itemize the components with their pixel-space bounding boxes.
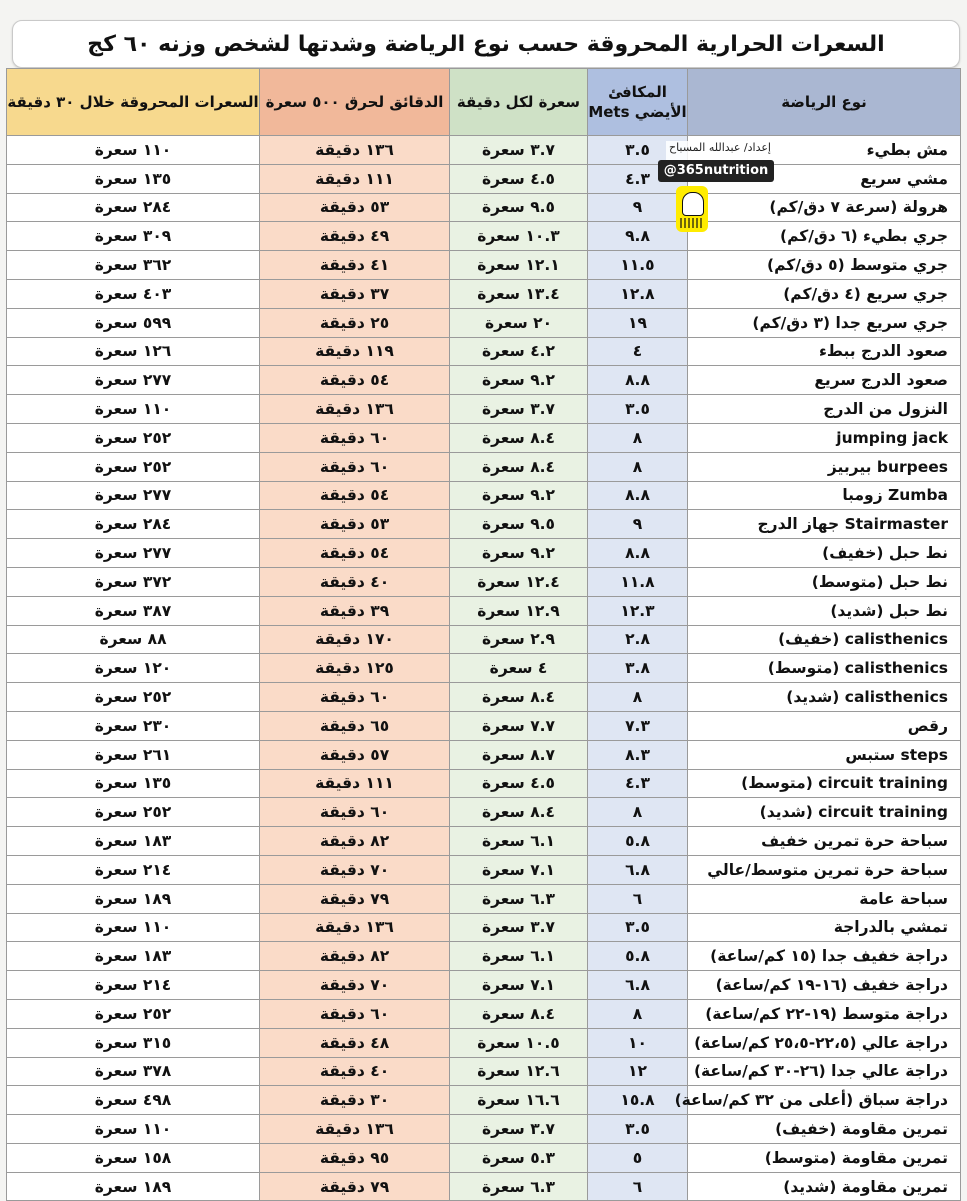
- cell-mets: ٩.٨: [588, 222, 688, 251]
- cell-mets: ٣.٨: [588, 654, 688, 683]
- table-row: [7, 539, 961, 568]
- table-row: [7, 395, 961, 424]
- cell-mets: ٨: [588, 683, 688, 712]
- table-row: [7, 855, 961, 884]
- cell-minutes-500: ٦٠ دقيقة: [260, 423, 450, 452]
- cell-per-minute: ٨.٤ سعرة: [450, 683, 588, 712]
- cell-cal-30min: ٢٦١ سعرة: [7, 740, 260, 769]
- cell-mets: ١٢: [588, 1057, 688, 1086]
- cell-activity: نط حبل (متوسط): [688, 567, 961, 596]
- cell-activity: دراجة عالي جدا (٢٦-٣٠ كم/ساعة): [688, 1057, 961, 1086]
- cell-per-minute: ٦.٣ سعرة: [450, 884, 588, 913]
- cell-cal-30min: ٢٨٤ سعرة: [7, 510, 260, 539]
- cell-minutes-500: ٥٤ دقيقة: [260, 366, 450, 395]
- table-row: [7, 510, 961, 539]
- cell-minutes-500: ٥٤ دقيقة: [260, 539, 450, 568]
- cell-per-minute: ٨.٤ سعرة: [450, 423, 588, 452]
- cell-per-minute: ٩.٥ سعرة: [450, 193, 588, 222]
- cell-minutes-500: ٧٠ دقيقة: [260, 855, 450, 884]
- cell-mets: ٨: [588, 798, 688, 827]
- table-body: [7, 136, 961, 1201]
- cell-activity: burpees بيربيز: [688, 452, 961, 481]
- cell-cal-30min: ١٨٩ سعرة: [7, 1172, 260, 1201]
- cell-cal-30min: ١١٠ سعرة: [7, 395, 260, 424]
- cell-mets: ٨.٣: [588, 740, 688, 769]
- cell-activity: النزول من الدرج: [688, 395, 961, 424]
- snapcode-dots: [680, 218, 704, 228]
- cell-mets: ١٩: [588, 308, 688, 337]
- cell-minutes-500: ١٣٦ دقيقة: [260, 1115, 450, 1144]
- cell-cal-30min: ٢١٤ سعرة: [7, 855, 260, 884]
- header-per-minute: سعرة لكل دقيقة: [450, 69, 588, 136]
- cell-cal-30min: ٢٥٢ سعرة: [7, 452, 260, 481]
- cell-per-minute: ٥.٣ سعرة: [450, 1143, 588, 1172]
- cell-per-minute: ٣.٧ سعرة: [450, 1115, 588, 1144]
- cell-per-minute: ١٢.٤ سعرة: [450, 567, 588, 596]
- table-row: [7, 942, 961, 971]
- cell-minutes-500: ٤١ دقيقة: [260, 251, 450, 280]
- cell-cal-30min: ٢٥٢ سعرة: [7, 683, 260, 712]
- cell-minutes-500: ١١٩ دقيقة: [260, 337, 450, 366]
- social-handle: @365nutrition: [658, 160, 774, 182]
- cell-cal-30min: ١٣٥ سعرة: [7, 769, 260, 798]
- cell-activity: مشي سريع: [688, 164, 961, 193]
- cell-cal-30min: ٨٨ سعرة: [7, 625, 260, 654]
- cell-minutes-500: ٥٤ دقيقة: [260, 481, 450, 510]
- cell-per-minute: ٦.١ سعرة: [450, 942, 588, 971]
- cell-activity: calisthenics (متوسط): [688, 654, 961, 683]
- table-row: [7, 452, 961, 481]
- cell-mets: ١٥.٨: [588, 1086, 688, 1115]
- cell-activity: calisthenics (خفيف): [688, 625, 961, 654]
- cell-cal-30min: ٣٧٨ سعرة: [7, 1057, 260, 1086]
- cell-activity: دراجة سباق (أعلى من ٣٢ كم/ساعة): [688, 1086, 961, 1115]
- cell-mets: ٥.٨: [588, 827, 688, 856]
- cell-minutes-500: ٤٨ دقيقة: [260, 1028, 450, 1057]
- table-row: [7, 423, 961, 452]
- table-row: [7, 164, 961, 193]
- cell-mets: ٥: [588, 1143, 688, 1172]
- cell-per-minute: ٣.٧ سعرة: [450, 395, 588, 424]
- cell-minutes-500: ١٣٦ دقيقة: [260, 136, 450, 165]
- cell-per-minute: ٤ سعرة: [450, 654, 588, 683]
- cell-mets: ٨.٨: [588, 539, 688, 568]
- cell-activity: تمرين مقاومة (خفيف): [688, 1115, 961, 1144]
- cell-activity: Zumba زومبا: [688, 481, 961, 510]
- cell-cal-30min: ٢٥٢ سعرة: [7, 798, 260, 827]
- table-row: [7, 193, 961, 222]
- table-row: [7, 769, 961, 798]
- cell-cal-30min: ٣١٥ سعرة: [7, 1028, 260, 1057]
- header-mets-line2: الأيضي Mets: [588, 103, 687, 121]
- cell-mets: ٣.٥: [588, 136, 688, 165]
- cell-minutes-500: ٤٠ دقيقة: [260, 567, 450, 596]
- cell-mets: ٨: [588, 999, 688, 1028]
- cell-cal-30min: ٢٥٢ سعرة: [7, 999, 260, 1028]
- cell-cal-30min: ٤٠٣ سعرة: [7, 279, 260, 308]
- cell-cal-30min: ٤٩٨ سعرة: [7, 1086, 260, 1115]
- cell-activity: سباحة حرة تمرين متوسط/عالي: [688, 855, 961, 884]
- cell-mets: ٩: [588, 193, 688, 222]
- cell-activity: steps ستبس: [688, 740, 961, 769]
- cell-cal-30min: ١٨٣ سعرة: [7, 942, 260, 971]
- cell-minutes-500: ٥٧ دقيقة: [260, 740, 450, 769]
- table-row: [7, 337, 961, 366]
- table-row: [7, 711, 961, 740]
- cell-minutes-500: ٦٥ دقيقة: [260, 711, 450, 740]
- cell-per-minute: ١٠.٥ سعرة: [450, 1028, 588, 1057]
- cell-minutes-500: ٧٩ دقيقة: [260, 1172, 450, 1201]
- table-row: [7, 827, 961, 856]
- cell-per-minute: ٤.٥ سعرة: [450, 164, 588, 193]
- table-row: [7, 1172, 961, 1201]
- table-row: [7, 567, 961, 596]
- cell-per-minute: ٨.٤ سعرة: [450, 999, 588, 1028]
- table-header-row: [7, 69, 961, 136]
- cell-mets: ١٢.٣: [588, 596, 688, 625]
- cell-activity: هرولة (سرعة ٧ دق/كم): [688, 193, 961, 222]
- cell-minutes-500: ٧٠ دقيقة: [260, 971, 450, 1000]
- page: [6, 8, 960, 1196]
- cell-activity: مش بطيء: [688, 136, 961, 165]
- cell-mets: ٦.٨: [588, 971, 688, 1000]
- table-row: [7, 798, 961, 827]
- cell-mets: ٣.٥: [588, 913, 688, 942]
- cell-minutes-500: ٦٠ دقيقة: [260, 798, 450, 827]
- header-minutes-500: الدقائق لحرق ٥٠٠ سعرة: [260, 69, 450, 136]
- table-row: [7, 1057, 961, 1086]
- cell-activity: صعود الدرج سريع: [688, 366, 961, 395]
- cell-mets: ٦.٨: [588, 855, 688, 884]
- cell-minutes-500: ٢٥ دقيقة: [260, 308, 450, 337]
- cell-cal-30min: ٢٧٧ سعرة: [7, 539, 260, 568]
- cell-activity: circuit training (متوسط): [688, 769, 961, 798]
- cell-mets: ٤.٣: [588, 769, 688, 798]
- cell-minutes-500: ٥٣ دقيقة: [260, 193, 450, 222]
- cell-cal-30min: ١٣٥ سعرة: [7, 164, 260, 193]
- cell-cal-30min: ١١٠ سعرة: [7, 913, 260, 942]
- cell-minutes-500: ٥٣ دقيقة: [260, 510, 450, 539]
- cell-mets: ٦: [588, 1172, 688, 1201]
- cell-activity: jumping jack: [688, 423, 961, 452]
- cell-cal-30min: ٣٨٧ سعرة: [7, 596, 260, 625]
- cell-per-minute: ٧.٧ سعرة: [450, 711, 588, 740]
- cell-cal-30min: ١٢٦ سعرة: [7, 337, 260, 366]
- table-row: [7, 654, 961, 683]
- cell-cal-30min: ٣٦٢ سعرة: [7, 251, 260, 280]
- cell-activity: سباحة حرة تمرين خفيف: [688, 827, 961, 856]
- cell-minutes-500: ٤٩ دقيقة: [260, 222, 450, 251]
- cell-per-minute: ١٢.٩ سعرة: [450, 596, 588, 625]
- cell-minutes-500: ٣٠ دقيقة: [260, 1086, 450, 1115]
- table-row: [7, 971, 961, 1000]
- cell-activity: نط حبل (شديد): [688, 596, 961, 625]
- cell-per-minute: ٦.٣ سعرة: [450, 1172, 588, 1201]
- cell-per-minute: ٩.٢ سعرة: [450, 481, 588, 510]
- cell-cal-30min: ٣٠٩ سعرة: [7, 222, 260, 251]
- table-row: [7, 999, 961, 1028]
- cell-activity: circuit training (شديد): [688, 798, 961, 827]
- cell-cal-30min: ٣٧٢ سعرة: [7, 567, 260, 596]
- cell-cal-30min: ١٨٣ سعرة: [7, 827, 260, 856]
- cell-minutes-500: ٨٢ دقيقة: [260, 827, 450, 856]
- cell-mets: ٥.٨: [588, 942, 688, 971]
- cell-per-minute: ٦.١ سعرة: [450, 827, 588, 856]
- cell-minutes-500: ٣٧ دقيقة: [260, 279, 450, 308]
- cell-per-minute: ٤.٢ سعرة: [450, 337, 588, 366]
- cell-per-minute: ٣.٧ سعرة: [450, 913, 588, 942]
- cell-mets: ٦: [588, 884, 688, 913]
- cell-cal-30min: ٢٧٧ سعرة: [7, 481, 260, 510]
- table-row: [7, 1028, 961, 1057]
- cell-cal-30min: ٥٩٩ سعرة: [7, 308, 260, 337]
- cell-per-minute: ٤.٥ سعرة: [450, 769, 588, 798]
- author-credit: إعداد/ عبدالله المسباح: [666, 141, 774, 161]
- cell-minutes-500: ١٧٠ دقيقة: [260, 625, 450, 654]
- cell-activity: جري بطيء (٦ دق/كم): [688, 222, 961, 251]
- cell-cal-30min: ٢٣٠ سعرة: [7, 711, 260, 740]
- cell-per-minute: ٧.١ سعرة: [450, 855, 588, 884]
- cell-minutes-500: ٨٢ دقيقة: [260, 942, 450, 971]
- cell-minutes-500: ٩٥ دقيقة: [260, 1143, 450, 1172]
- cell-activity: تمرين مقاومة (متوسط): [688, 1143, 961, 1172]
- cell-per-minute: ٢٠ سعرة: [450, 308, 588, 337]
- header-activity: نوع الرياضة: [688, 69, 961, 136]
- cell-activity: سباحة عامة: [688, 884, 961, 913]
- cell-cal-30min: ١١٠ سعرة: [7, 136, 260, 165]
- table-row: [7, 481, 961, 510]
- cell-activity: Stairmaster جهاز الدرج: [688, 510, 961, 539]
- cell-activity: دراجة متوسط (١٩-٢٢ كم/ساعة): [688, 999, 961, 1028]
- cell-activity: تمرين مقاومة (شديد): [688, 1172, 961, 1201]
- cell-per-minute: ٩.٥ سعرة: [450, 510, 588, 539]
- cell-mets: ٩: [588, 510, 688, 539]
- cell-mets: ٣.٥: [588, 1115, 688, 1144]
- cell-cal-30min: ٢٥٢ سعرة: [7, 423, 260, 452]
- cell-mets: ٤.٣: [588, 164, 688, 193]
- header-mets-line1: المكافئ: [608, 83, 667, 101]
- table-row: [7, 1143, 961, 1172]
- cell-mets: ١٠: [588, 1028, 688, 1057]
- cell-minutes-500: ٣٩ دقيقة: [260, 596, 450, 625]
- cell-per-minute: ٧.١ سعرة: [450, 971, 588, 1000]
- cell-cal-30min: ١٨٩ سعرة: [7, 884, 260, 913]
- table-row: [7, 913, 961, 942]
- cell-per-minute: ١٢.١ سعرة: [450, 251, 588, 280]
- cell-mets: ١١.٨: [588, 567, 688, 596]
- cell-activity: دراجة عالي (٢٢،٥-٢٥،٥ كم/ساعة): [688, 1028, 961, 1057]
- cell-per-minute: ١٢.٦ سعرة: [450, 1057, 588, 1086]
- cell-activity: جري سريع (٤ دق/كم): [688, 279, 961, 308]
- cell-minutes-500: ١١١ دقيقة: [260, 769, 450, 798]
- cell-minutes-500: ٤٠ دقيقة: [260, 1057, 450, 1086]
- cell-activity: نط حبل (خفيف): [688, 539, 961, 568]
- cell-mets: ٣.٥: [588, 395, 688, 424]
- header-mets: [588, 69, 688, 136]
- ghost-icon: [682, 192, 704, 216]
- cell-mets: ٨: [588, 452, 688, 481]
- cell-minutes-500: ٦٠ دقيقة: [260, 683, 450, 712]
- cell-per-minute: ٢.٩ سعرة: [450, 625, 588, 654]
- cell-activity: دراجة خفيف جدا (١٥ كم/ساعة): [688, 942, 961, 971]
- cell-mets: ٧.٣: [588, 711, 688, 740]
- cell-cal-30min: ١٢٠ سعرة: [7, 654, 260, 683]
- cell-per-minute: ٨.٧ سعرة: [450, 740, 588, 769]
- cell-minutes-500: ٦٠ دقيقة: [260, 999, 450, 1028]
- table-row: [7, 884, 961, 913]
- cell-per-minute: ١٣.٤ سعرة: [450, 279, 588, 308]
- cell-activity: جري سريع جدا (٣ دق/كم): [688, 308, 961, 337]
- header-cal-30min: السعرات المحروقة خلال ٣٠ دقيقة: [7, 69, 260, 136]
- calories-table: [6, 68, 961, 1201]
- cell-mets: ٢.٨: [588, 625, 688, 654]
- table-row: [7, 1086, 961, 1115]
- table-row: [7, 740, 961, 769]
- cell-activity: دراجة خفيف (١٦-١٩ كم/ساعة): [688, 971, 961, 1000]
- cell-mets: ١٢.٨: [588, 279, 688, 308]
- cell-minutes-500: ١٣٦ دقيقة: [260, 395, 450, 424]
- cell-per-minute: ٩.٢ سعرة: [450, 366, 588, 395]
- cell-per-minute: ٣.٧ سعرة: [450, 136, 588, 165]
- cell-mets: ٨: [588, 423, 688, 452]
- cell-minutes-500: ٧٩ دقيقة: [260, 884, 450, 913]
- cell-activity: calisthenics (شديد): [688, 683, 961, 712]
- cell-cal-30min: ٢٧٧ سعرة: [7, 366, 260, 395]
- cell-activity: تمشي بالدراجة: [688, 913, 961, 942]
- cell-minutes-500: ١٣٦ دقيقة: [260, 913, 450, 942]
- cell-per-minute: ١٦.٦ سعرة: [450, 1086, 588, 1115]
- table-row: [7, 366, 961, 395]
- cell-cal-30min: ٢١٤ سعرة: [7, 971, 260, 1000]
- cell-cal-30min: ١١٠ سعرة: [7, 1115, 260, 1144]
- table-row: [7, 136, 961, 165]
- table-row: [7, 279, 961, 308]
- table-row: [7, 1115, 961, 1144]
- table-row: [7, 596, 961, 625]
- cell-activity: جري متوسط (٥ دق/كم): [688, 251, 961, 280]
- cell-minutes-500: ١١١ دقيقة: [260, 164, 450, 193]
- table-row: [7, 222, 961, 251]
- cell-mets: ١١.٥: [588, 251, 688, 280]
- cell-mets: ٤: [588, 337, 688, 366]
- cell-activity: رقص: [688, 711, 961, 740]
- table-row: [7, 251, 961, 280]
- cell-per-minute: ٨.٤ سعرة: [450, 798, 588, 827]
- cell-minutes-500: ٦٠ دقيقة: [260, 452, 450, 481]
- cell-activity: صعود الدرج ببطء: [688, 337, 961, 366]
- snapchat-code-icon: [676, 186, 708, 232]
- cell-mets: ٨.٨: [588, 366, 688, 395]
- cell-per-minute: ١٠.٣ سعرة: [450, 222, 588, 251]
- cell-cal-30min: ١٥٨ سعرة: [7, 1143, 260, 1172]
- table-row: [7, 308, 961, 337]
- cell-per-minute: ٩.٢ سعرة: [450, 539, 588, 568]
- cell-cal-30min: ٢٨٤ سعرة: [7, 193, 260, 222]
- cell-mets: ٨.٨: [588, 481, 688, 510]
- table-row: [7, 625, 961, 654]
- cell-minutes-500: ١٢٥ دقيقة: [260, 654, 450, 683]
- table-row: [7, 683, 961, 712]
- page-title: السعرات الحرارية المحروقة حسب نوع الرياضة وشدتها لشخص وزنه ٦٠ كج: [12, 20, 960, 68]
- cell-per-minute: ٨.٤ سعرة: [450, 452, 588, 481]
